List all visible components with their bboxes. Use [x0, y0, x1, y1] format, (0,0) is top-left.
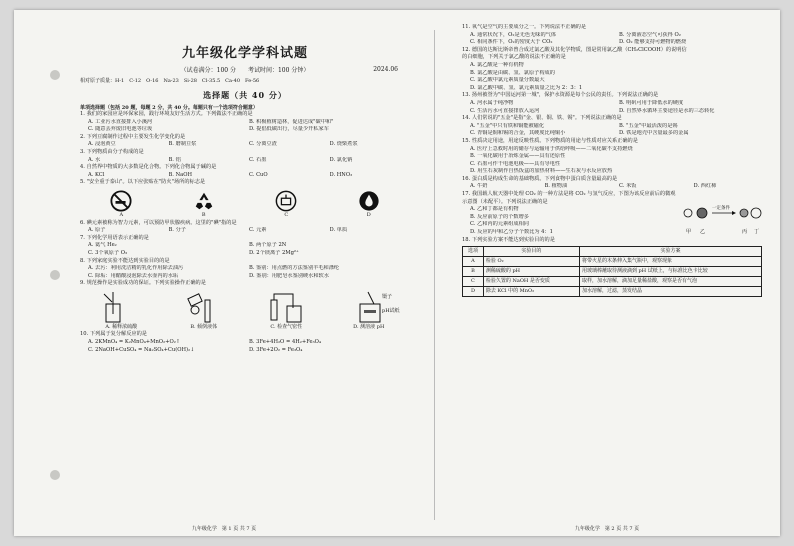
answer-option: A. 乙和丁都是有机物: [470, 206, 519, 213]
question-stem: 15. 性质决定用途，用途反映性质。下列物质的用途与性质对应关系正确的是: [462, 137, 638, 144]
answer-option: A. 医疗上急救时用的储存与运输用于供给呼吸——二氧化碳不支持燃烧: [470, 145, 633, 152]
question-stem-continued: 的白细胞，下列关于氯乙酸的说法不正确的是: [462, 54, 566, 61]
airtightness-check-icon: [263, 290, 313, 324]
no-smoking-sign-icon: [110, 190, 132, 212]
answer-option: B. 鉴别：用点燃的方法鉴别羊毛和涤纶: [249, 265, 340, 272]
answer-option: C. 氯乙酸中氯元素质量分数最大: [470, 77, 545, 84]
answer-option: C. 乙和丙的元素组成相同: [470, 221, 529, 228]
answer-option: D. 氯化钠: [329, 156, 353, 163]
answer-option: D. 3Fe+2O₂ = Fe₃O₄: [249, 346, 303, 353]
question: [462, 24, 768, 47]
left-page: [80, 24, 410, 524]
table-cell: 取样，加水溶解，滴加足量稀盐酸，观察是否有气泡: [579, 277, 761, 287]
answer-option: A. 河水属于纯净物: [470, 99, 514, 106]
answer-option: A. 氦气 He₂: [88, 242, 117, 249]
lab-label: B. 倾倒液体: [190, 323, 218, 330]
question-stem: 7. 下列化学用语表示正确的是: [80, 234, 149, 241]
answer-option: B. 反应前原子的个数增多: [470, 213, 529, 220]
page-divider: [434, 30, 435, 520]
answer-option: A. 工业污水直接排入小溪河: [88, 118, 153, 125]
answer-option: B. 氯乙酸是由碳、氢、氯原子构成的: [470, 69, 555, 76]
question: [80, 111, 410, 134]
table-cell: 检验久置的 NaOH 是否变质: [483, 277, 579, 287]
answer-option: A. 牛奶: [470, 183, 488, 190]
table-cell: 将带火星的木条伸入集气瓶中，观察现象: [579, 257, 761, 267]
answer-option: D. 西红柿: [693, 183, 717, 190]
binding-hole: [50, 70, 60, 80]
answer-options: [462, 146, 768, 176]
answer-option: A. "五金"中只有铁和铜能被磁化: [470, 122, 545, 129]
answer-option: B. 植物油: [544, 183, 568, 190]
answer-option: B. 积极植树造林，促进达成"碳中和": [249, 118, 334, 125]
answer-option: B. 分子: [168, 227, 186, 234]
table-cell: B: [463, 267, 484, 277]
table-cell: 测稀硫酸的 pH: [483, 267, 579, 277]
table-cell: 除去 KCl 中的 MnO₂: [483, 287, 579, 297]
answer-options: [80, 141, 410, 149]
answer-option: A. 2KMnO₄ = K₂MnO₄+MnO₂+O₂↑: [88, 339, 181, 346]
question: [80, 280, 410, 331]
question: [462, 191, 768, 237]
right-question-list: [462, 24, 768, 297]
binding-hole: [50, 270, 60, 280]
reaction-diagram: [680, 199, 764, 237]
table-header-cell: 选项: [463, 247, 484, 257]
answer-options: [462, 32, 768, 47]
sign-label: B: [201, 211, 206, 218]
table-header-cell: 实验方案: [579, 247, 761, 257]
table-header-cell: 实验目的: [483, 247, 579, 257]
answer-option: D. O₂ 能够支持可燃物的燃烧: [619, 39, 687, 46]
answer-option: C. 生活污水可直接排放入运河: [470, 107, 540, 114]
lab-label: A. 稀释浓硫酸: [105, 323, 138, 330]
water-saving-sign-icon: [358, 190, 380, 212]
question-stem: 16. 蛋白质是构成生命的基础物质。下列食物中蛋白质含量最高的是: [462, 175, 618, 182]
question-stem: 14. 人们常说的"五金"是指"金、银、铜、铁、锡"。下列说法正确的是: [462, 115, 622, 122]
table-row: [463, 287, 762, 297]
table-row: [463, 257, 762, 267]
table-row: [463, 267, 762, 277]
question-stem-continued: 示意图（未配平）。下列说法正确的是: [462, 198, 548, 205]
answer-option: A. 浸泡黄豆: [88, 141, 116, 148]
question: [462, 92, 768, 115]
answer-option: D. 自然界水循环主要途径是水的三态转化: [619, 107, 715, 114]
answer-option: D. 单质: [329, 227, 348, 234]
question-stem: 10. 下列属于复分解反应的是: [80, 331, 147, 338]
left-question-list: [80, 111, 410, 354]
question: [462, 47, 768, 93]
question-stem: 4. 自然界中物质的大多数是化合物。下列化合物属于碱的是: [80, 164, 217, 171]
question-stem: 6. 碘元素被称为智力元素，可以预防甲状腺疾病。这里的"碘"指的是: [80, 219, 237, 226]
product-label: 丁: [754, 229, 760, 236]
answer-option: A. 水: [88, 156, 101, 163]
answer-option: C. 随意丢弃废旧电池等垃圾: [88, 126, 153, 133]
answer-option: B. 明矾可用于降低水的硬度: [619, 99, 684, 106]
question-stem: 17. 我国载人航天器中处理 CO₂ 的一种方法是将 CO₂ 与氢气反应，下图为该反应前后的微观: [462, 191, 676, 198]
recycle-sign-icon: [193, 190, 215, 212]
answer-option: C. 分离豆渣: [249, 141, 277, 148]
answer-option: B. 两个原子 2N: [249, 242, 287, 249]
exam-date: 2024.06: [373, 66, 398, 73]
right-page: [462, 24, 768, 524]
answer-option: C. 青铜是铜和锡的合金，其硬度比纯铜小: [470, 130, 566, 137]
binding-hole: [50, 470, 60, 480]
answer-options: [80, 265, 410, 280]
safety-signs: [80, 190, 410, 220]
question-stem: 2. 下列豆腐制作过程中主要发生化学变化的是: [80, 133, 186, 140]
table-header-row: [463, 247, 762, 257]
answer-options: [462, 100, 768, 115]
question: [80, 331, 410, 354]
exam-info: （试卷满分：100 分 考试时间：100 分钟）: [180, 67, 310, 74]
question: [462, 138, 768, 176]
answer-option: C. 除垢：用醋酸浸泡除去水壶内的水垢: [88, 272, 179, 279]
table-cell: 用玻璃棒蘸取待测液滴到 pH 试纸上，与标准比色卡比较: [579, 267, 761, 277]
answer-option: D. 提倡低碳出行，尽量少开私家车: [249, 126, 329, 133]
answer-option: C. 3个氧原子 O₃: [88, 249, 128, 256]
answer-option: D. 烧柴煮浆: [329, 141, 358, 148]
experiment-table: [462, 246, 762, 297]
answer-options: [80, 339, 410, 354]
answer-option: D. 鉴别：用肥皂水鉴别硬水和软水: [249, 272, 329, 279]
question-stem: 9. 规范操作是实验成功的保证。下列实验操作正确的是: [80, 280, 206, 287]
answer-option: D. 用生石灰制作自热饭盒的加热材料——生石灰与水反应放热: [470, 168, 613, 175]
question: [80, 179, 410, 219]
answer-option: A. 去污：利用洗洁精的乳化作用除去油污: [88, 265, 184, 272]
answer-option: A. 氯乙酸是一种有机物: [470, 61, 524, 68]
section-instruction: 单项选择题（包括 20 题，每题 2 分，共 40 分。每题只有一个选项符合题意）: [80, 105, 258, 111]
question: [80, 164, 410, 179]
answer-option: B. 分离液态空气可获得 O₂: [619, 31, 681, 38]
question: [80, 220, 410, 235]
answer-option: B. 磨制豆浆: [168, 141, 197, 148]
table-cell: C: [463, 277, 484, 287]
answer-option: D. 2个镁离子 2Mg²⁺: [249, 249, 299, 256]
question-stem: 1. 我们的家园应是环保家园，践行环境友好生活方式。下列做法不正确的是: [80, 111, 253, 117]
question: [462, 237, 768, 298]
lab-label: C. 检查气密性: [270, 323, 303, 330]
question-stem: 11. 氧气是空气的主要成分之一。下列说法不正确的是: [462, 24, 587, 30]
sign-label: D: [366, 211, 371, 218]
answer-option: A. 通常状况下，O₂是无色无味的气体: [470, 31, 557, 38]
answer-options: [462, 183, 768, 191]
table-row: [463, 277, 762, 287]
answer-option: B. 3Fe+4H₂O = 4H₂+Fe₃O₄: [249, 339, 321, 346]
answer-option: C. CuO: [249, 171, 268, 178]
answer-option: B. NaOH: [168, 171, 193, 178]
answer-option: D. HNO₃: [329, 171, 353, 178]
answer-option: A. KCl: [88, 171, 105, 178]
answer-options: [462, 62, 768, 92]
answer-option: A. 原子: [88, 227, 106, 234]
atomic-masses: 相对原子质量：H-1 C-12 O-16 Na-23 Si-28 Cl-35.5 Ca-40 Fe-56: [80, 78, 260, 84]
reactant-label: 甲: [686, 229, 692, 236]
lab-label: D. 测溶液 pH: [353, 323, 385, 330]
question: [462, 115, 768, 138]
footer-right: 九年级化学 第 2 页 共 7 页: [574, 526, 640, 532]
lab-operation-figures: [80, 290, 410, 332]
reaction-condition: 一定条件: [712, 206, 730, 212]
question: [462, 176, 768, 191]
answer-options: [80, 119, 410, 134]
question: [80, 149, 410, 164]
sign-label: A: [119, 211, 124, 218]
answer-option: C. 元素: [249, 227, 267, 234]
table-cell: D: [463, 287, 484, 297]
sign-label: C: [284, 211, 289, 218]
table-cell: A: [463, 257, 484, 267]
answer-options: [462, 123, 768, 138]
dilution-beaker-icon: [90, 290, 140, 324]
product-label: 丙: [742, 229, 748, 236]
answer-option: C. 相同条件下，O₂的密度大于 CO₂: [470, 39, 553, 46]
answer-option: C. 石墨可作干电池电极——具有导电性: [470, 160, 561, 167]
table-cell: 检验 O₂: [483, 257, 579, 267]
tweezers-label: 镊子: [381, 293, 392, 300]
exam-title: 九年级化学学科试题: [181, 46, 308, 61]
question-stem: 18. 下列实验方案不能达到实验目的的是: [462, 236, 555, 243]
answer-options: [80, 242, 410, 257]
question-stem: 13. 扬州被誉为"中国运河第一城"，保护水资源是每个公民的责任。下列说法正确的是: [462, 92, 659, 99]
table-cell: 加水溶解，过滤，蒸发结晶: [579, 287, 761, 297]
section-title: 选择题（共 40 分）: [203, 90, 287, 100]
answer-option: C. 米饭: [619, 183, 637, 190]
exam-sheet: [14, 10, 780, 536]
question-stem: 5. "安全重于泰山"。以下应张贴在"防火"场所的标志是: [80, 179, 206, 186]
pouring-liquid-icon: [177, 290, 227, 324]
answer-option: B. 铝: [168, 156, 181, 163]
question: [80, 134, 410, 149]
reactant-label: 乙: [700, 229, 706, 236]
answer-option: B. 一氧化碳用于冶炼金属——具有还原性: [470, 153, 566, 160]
ph-test-icon: [350, 290, 400, 324]
question: [80, 258, 410, 281]
ph-paper-label: pH试纸: [381, 307, 400, 314]
question: [80, 235, 410, 258]
answer-option: D. 反应的甲和乙分子个数比为 4：1: [470, 229, 553, 236]
answer-option: C. 石墨: [249, 156, 267, 163]
answer-option: D. 铁是地壳中含量最多的金属: [619, 130, 689, 137]
question-stem: 12. 德国的达斯比斯帝曾合成过氯乙酸及其化学物质，图是常用氯乙酸（CH₂ClCOOH）的说明信: [462, 46, 687, 53]
answer-option: C. 2NaOH+CuSO₄ = Na₂SO₄+Cu(OH)₂↓: [88, 346, 195, 353]
question-stem: 8. 下列家庭实验不能达到实验目的的是: [80, 257, 170, 264]
answer-options: [80, 227, 410, 235]
answer-option: D. 氯乙酸中碳、氢、氯元素质量之比为 2：3：1: [470, 84, 583, 91]
answer-option: B. "五金"中最活泼的是锡: [619, 122, 678, 129]
energy-saving-sign-icon: [275, 190, 297, 212]
footer-left: 九年级化学 第 1 页 共 7 页: [191, 526, 257, 532]
question-stem: 3. 下列物质由分子构成的是: [80, 148, 144, 155]
